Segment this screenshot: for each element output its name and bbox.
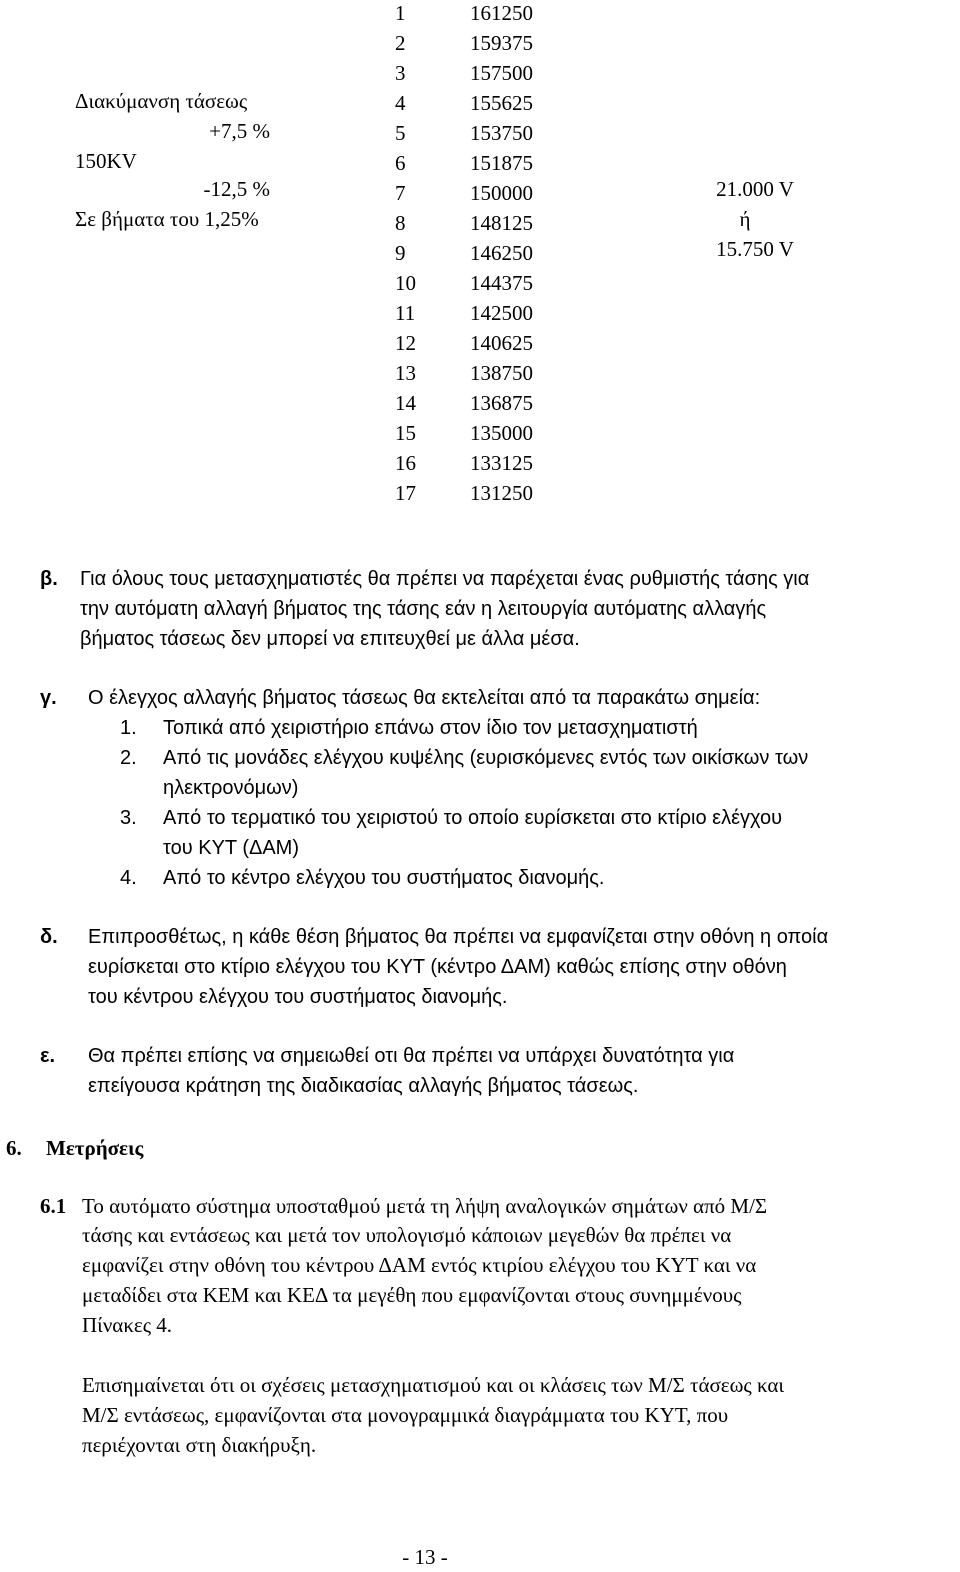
tap-number: 11 (395, 301, 416, 325)
paragraph-line: Επισημαίνεται ότι οι σχέσεις μετασχηματισμού και οι κλάσεις των Μ/Σ τάσεως και (82, 1373, 785, 1397)
tap-voltage: 159375 (470, 31, 533, 55)
section-marker: β. (40, 568, 58, 590)
tap-voltage: 131250 (470, 481, 533, 505)
tap-number: 5 (395, 121, 406, 145)
section-marker: ε. (40, 1045, 56, 1067)
tap-voltage: 136875 (470, 391, 533, 415)
paragraph-line: τάσης και εντάσεως και μετά τον υπολογισμό κάποιων μεγεθών θα πρέπει να (82, 1223, 732, 1247)
list-item: Από το τερματικό του χειριστού το οποίο ευρίσκεται στο κτίριο ελέγχου (163, 807, 783, 829)
tap-voltage: 148125 (470, 211, 533, 235)
tap-number: 3 (395, 61, 406, 85)
paragraph-line: μεταδίδει στα ΚΕΜ και ΚΕΔ τα μεγέθη που εμφανίζονται στους συνημμένους (82, 1283, 742, 1307)
paragraph-line: Επιπροσθέτως, η κάθε θέση βήματος θα πρέπει να εμφανίζεται στην οθόνη η οποία (88, 926, 829, 948)
tap-number: 10 (395, 271, 416, 295)
tap-voltage: 138750 (470, 361, 533, 385)
paragraph-line: Θα πρέπει επίσης να σημειωθεί οτι θα πρέπει να υπάρχει δυνατότητα για (88, 1045, 735, 1067)
paragraph-line: ευρίσκεται στο κτίριο ελέγχου του ΚΥΤ (κέντρο ΔΑΜ) καθώς επίσης στην οθόνη (88, 956, 787, 978)
heading-title: Μετρήσεις (46, 1136, 144, 1160)
secondary-voltage-1: 21.000 V (716, 177, 794, 201)
tap-number: 2 (395, 31, 406, 55)
secondary-voltage-or: ή (739, 207, 751, 231)
tap-number: 9 (395, 241, 406, 265)
tap-voltage-column (470, 0, 590, 508)
list-item-number: 2. (120, 747, 137, 769)
tap-voltage: 144375 (470, 271, 533, 295)
tap-number: 7 (395, 181, 406, 205)
list-item: Τοπικά από χειριστήριο επάνω στον ίδιο τον μετασχηματιστή (163, 717, 698, 739)
paragraph-line: Το αυτόματο σύστημα υποσταθμού μετά τη λήψη αναλογικών σημάτων από Μ/Σ (82, 1194, 768, 1218)
tap-voltage: 140625 (470, 331, 533, 355)
tap-voltage: 161250 (470, 1, 533, 25)
range-plus: +7,5 % (209, 119, 270, 143)
list-item: Από τις μονάδες ελέγχου κυψέλης (ευρισκόμενες εντός των οικίσκων των (163, 747, 809, 769)
secondary-voltage-2: 15.750 V (716, 237, 794, 261)
tap-number: 12 (395, 331, 416, 355)
paragraph-line: βήματος τάσεως δεν μπορεί να επιτευχθεί με άλλα μέσα. (80, 628, 580, 650)
paragraph-line: Για όλους τους μετασχηματιστές θα πρέπει να παρέχεται ένας ρυθμιστής τάσης για (80, 568, 810, 590)
list-item-number: 4. (120, 867, 137, 889)
tap-number: 14 (395, 391, 416, 415)
tap-voltage: 155625 (470, 91, 533, 115)
tap-number: 4 (395, 91, 406, 115)
paragraph-line: του κέντρου ελέγχου του συστήματος διανομής. (88, 986, 508, 1008)
range-minus: -12,5 % (203, 177, 270, 201)
paragraph-line: επείγουσα κράτηση της διαδικασίας αλλαγής βήματος τάσεως. (88, 1075, 639, 1097)
tap-voltage: 153750 (470, 121, 533, 145)
paragraph-line: την αυτόματη αλλαγή βήματος της τάσης εάν η λειτουργία αυτόματης αλλαγής (80, 598, 767, 620)
range-steps: Σε βήματα του 1,25% (75, 207, 259, 231)
tap-number: 16 (395, 451, 416, 475)
tap-voltage: 157500 (470, 61, 533, 85)
tap-number: 15 (395, 421, 416, 445)
section-marker: γ. (40, 687, 57, 709)
list-item-number: 1. (120, 717, 137, 739)
tap-number: 8 (395, 211, 406, 235)
tap-voltage: 133125 (470, 451, 533, 475)
tap-voltage: 142500 (470, 301, 533, 325)
tap-voltage: 135000 (470, 421, 533, 445)
paragraph-line: περιέχονται στη διακήρυξη. (82, 1433, 317, 1457)
paragraph-line: εμφανίζει στην οθόνη του κέντρου ΔΑΜ εντός κτιρίου ελέγχου του ΚΥΤ και να (82, 1253, 757, 1277)
list-item: Από το κέντρο ελέγχου του συστήματος διανομής. (163, 867, 605, 889)
tap-voltage: 146250 (470, 241, 533, 265)
page-number: - 13 - (402, 1545, 448, 1569)
paragraph-line: Πίνακες 4. (82, 1313, 173, 1337)
list-item-number: 3. (120, 807, 137, 829)
paragraph-line: Μ/Σ εντάσεως, εμφανίζονται στα μονογραμμικά διαγράμματα του ΚΥΤ, που (82, 1403, 729, 1427)
tap-number-column (395, 0, 435, 508)
tap-number: 13 (395, 361, 416, 385)
tap-number: 17 (395, 481, 416, 505)
range-kv: 150KV (75, 149, 137, 173)
list-item: ηλεκτρονόμων) (163, 777, 299, 799)
section-intro: Ο έλεγχος αλλαγής βήματος τάσεως θα εκτελείται από τα παρακάτω σημεία: (88, 687, 761, 709)
heading-number: 6. (6, 1136, 22, 1160)
tap-voltage: 150000 (470, 181, 533, 205)
section-marker: δ. (40, 926, 58, 948)
tap-voltage: 151875 (470, 151, 533, 175)
section-number: 6.1 (40, 1194, 67, 1218)
tap-number: 6 (395, 151, 406, 175)
list-item: του ΚΥΤ (ΔΑΜ) (163, 837, 300, 859)
range-title: Διακύμανση τάσεως (75, 89, 248, 113)
tap-number: 1 (395, 1, 406, 25)
